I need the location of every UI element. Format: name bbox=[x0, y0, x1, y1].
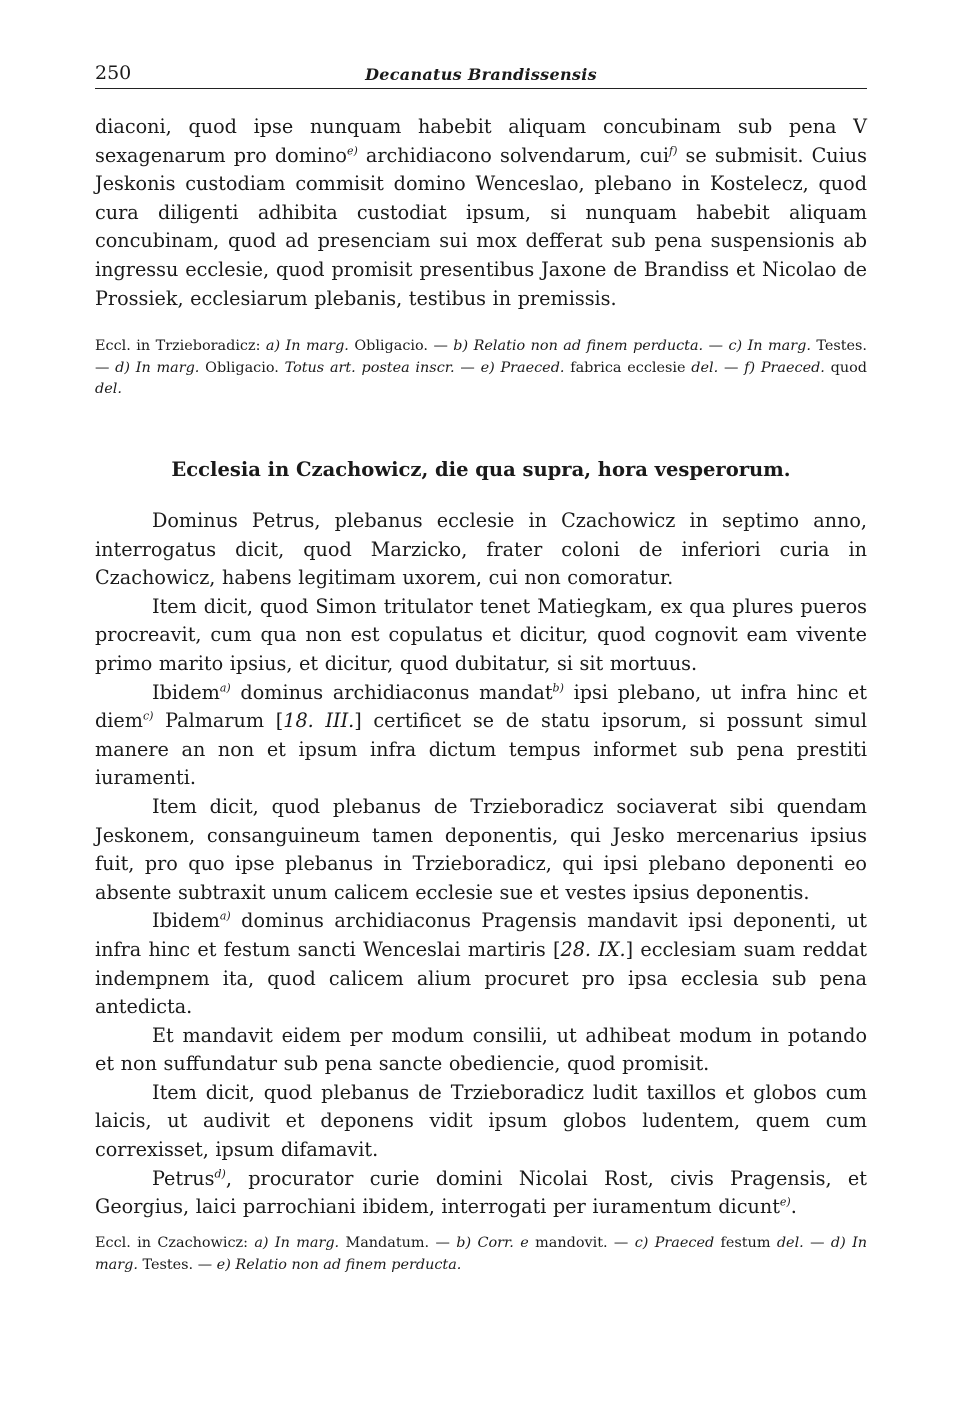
italic-run: a) In marg. bbox=[265, 338, 349, 354]
italic-run: d) In marg. bbox=[95, 1235, 868, 1273]
footnote-marker: b) bbox=[552, 681, 564, 695]
footnotes-czachowicz bbox=[95, 1233, 867, 1276]
footnote-marker: d) bbox=[214, 1167, 226, 1181]
paragraph: Petrus$^{d)}$, procurator curie domini Nicolai Rost, civis Pragensis, et Georgius, laici parrochiani ibidem, interrogati per iuramentum dicunt$^{e)}$. bbox=[95, 1166, 867, 1219]
italic-run: 18. III. bbox=[283, 709, 355, 733]
italic-run: e) Relatio non ad finem perducta. bbox=[216, 1256, 462, 1273]
italic-run: 28. IX. bbox=[560, 937, 626, 961]
paragraph: Item dicit, quod plebanus de Trzieboradicz ludit taxillos et globos cum laicis, ut audivit et deponens vidit ipsum globos ludentem, quem cum correxisset, ipsum difamavit. bbox=[95, 1080, 867, 1162]
paragraph: Item dicit, quod Simon tritulator tenet Matiegkam, ex qua plures pueros procreavit, cum qua non est copulatus et dicitur, quod cognovit eam vivente primo marito ipsius, et dicitur, quod dubitatur, si sit mortuus. bbox=[95, 594, 867, 675]
page-number: 250 bbox=[95, 62, 132, 84]
italic-run: d) In marg. bbox=[115, 359, 200, 376]
italic-run: c) Praeced bbox=[634, 1235, 715, 1251]
italic-run: Totus art. postea inscr. bbox=[284, 359, 455, 376]
footnote-marker: a) bbox=[219, 681, 231, 695]
paragraph: Et mandavit eidem per modum consilii, ut adhibeat modum in potando et non suffundatur sub pena sancte obediencie, quod promisit. bbox=[95, 1023, 867, 1076]
italic-run: e) Praeced. bbox=[480, 359, 565, 376]
footnote-marker: e) bbox=[779, 1195, 791, 1209]
italic-run: b) Relatio non ad finem perducta. bbox=[453, 338, 704, 354]
paragraph-trzieboradicz-end: diaconi, quod ipse nunquam habebit aliquam concubinam sub pena V sexagenarum pro domino$^{e)}$ archidiacono solvendarum, cui$^{f)}$ se submisit. Cuius Jeskonis custodiam commisit domino Wenceslao, plebano in Kostelecz, quod cura diligenti adhibita custodiat ipsum, si nunquam habebit aliquam concubinam, quod ad presenciam sui mox defferat sub pena suspensionis ab ingressu ecclesie, quod promisit presentibus Jaxone de Brandiss et Nicolao de Prossiek, ecclesiarum plebanis, testibus in premissis. bbox=[95, 115, 867, 310]
italic-run: del. bbox=[95, 381, 122, 397]
footnote-trzieboradicz: Eccl. in Trzieboradicz: a) In marg. Obligacio. — b) Relatio non ad finem perducta. — c) In marg. Testes. — d) In marg. Obligacio. Totus art. postea inscr. — e) Praeced. fabrica ecclesie del. — f) Praeced. quod del. bbox=[95, 338, 868, 397]
section-trzieboradicz bbox=[95, 113, 867, 313]
footnote-marker: e) bbox=[346, 144, 358, 158]
paragraph: Ibidem$^{a)}$ dominus archidiaconus mandat$^{b)}$ ipsi plebano, ut infra hinc et diem$^{c)}$ Palmarum [18. III.] certificet se de statu ipsorum, si possunt simul manere an non et ipsum infra dictum tempus informet sub pena prestiti iuramenti. bbox=[95, 680, 867, 790]
running-title: Decanatus Brandissensis bbox=[365, 65, 597, 84]
footnote-marker: f) bbox=[669, 144, 678, 158]
footnote-marker: a) bbox=[219, 909, 231, 923]
footnote-marker: c) bbox=[142, 709, 154, 723]
footnotes-trzieboradicz bbox=[95, 336, 867, 401]
italic-run: c) In marg. bbox=[728, 338, 811, 354]
italic-run: b) Corr. e bbox=[456, 1235, 529, 1251]
footnote-czachowicz: Eccl. in Czachowicz: a) In marg. Mandatum. — b) Corr. e mandovit. — c) Praeced festum del. — d) In marg. Testes. — e) Relatio non ad finem perducta. bbox=[95, 1235, 868, 1273]
paragraph: Dominus Petrus, plebanus ecclesie in Czachowicz in septimo anno, interrogatus dicit, quod Marzicko, frater coloni de inferiori curia in Czachowicz, habens legitimam uxorem, cui non comoratur. bbox=[95, 509, 867, 590]
italic-run: del. bbox=[776, 1235, 804, 1251]
paragraph: Ibidem$^{a)}$ dominus archidiaconus Pragensis mandavit ipsi deponenti, ut infra hinc et festum sancti Wenceslai martiris [28. IX.] ecclesiam suam reddat indempnem ita, quod calicem alium procuret pro ipsa ecclesia sub pena antedicta. bbox=[95, 909, 867, 1019]
italic-run: a) In marg. bbox=[254, 1235, 340, 1251]
section-heading-czachowicz: Ecclesia in Czachowicz, die qua supra, hora vesperorum. bbox=[171, 458, 791, 481]
section-czachowicz bbox=[95, 507, 867, 1222]
italic-run: del. bbox=[691, 359, 719, 376]
page-header bbox=[95, 58, 867, 89]
paragraph: Item dicit, quod plebanus de Trzieboradicz sociaverat sibi quendam Jeskonem, consanguineum tamen deponentis, qui Jesko mercenarius ipsius fuit, pro quo ipse plebanus in Trzieboradicz, qui ipsi plebano deponenti eo absente subtraxit unum calicem ecclesie sue et vestes ipsius deponentis. bbox=[95, 794, 867, 904]
italic-run: f) Praeced. bbox=[744, 359, 825, 376]
